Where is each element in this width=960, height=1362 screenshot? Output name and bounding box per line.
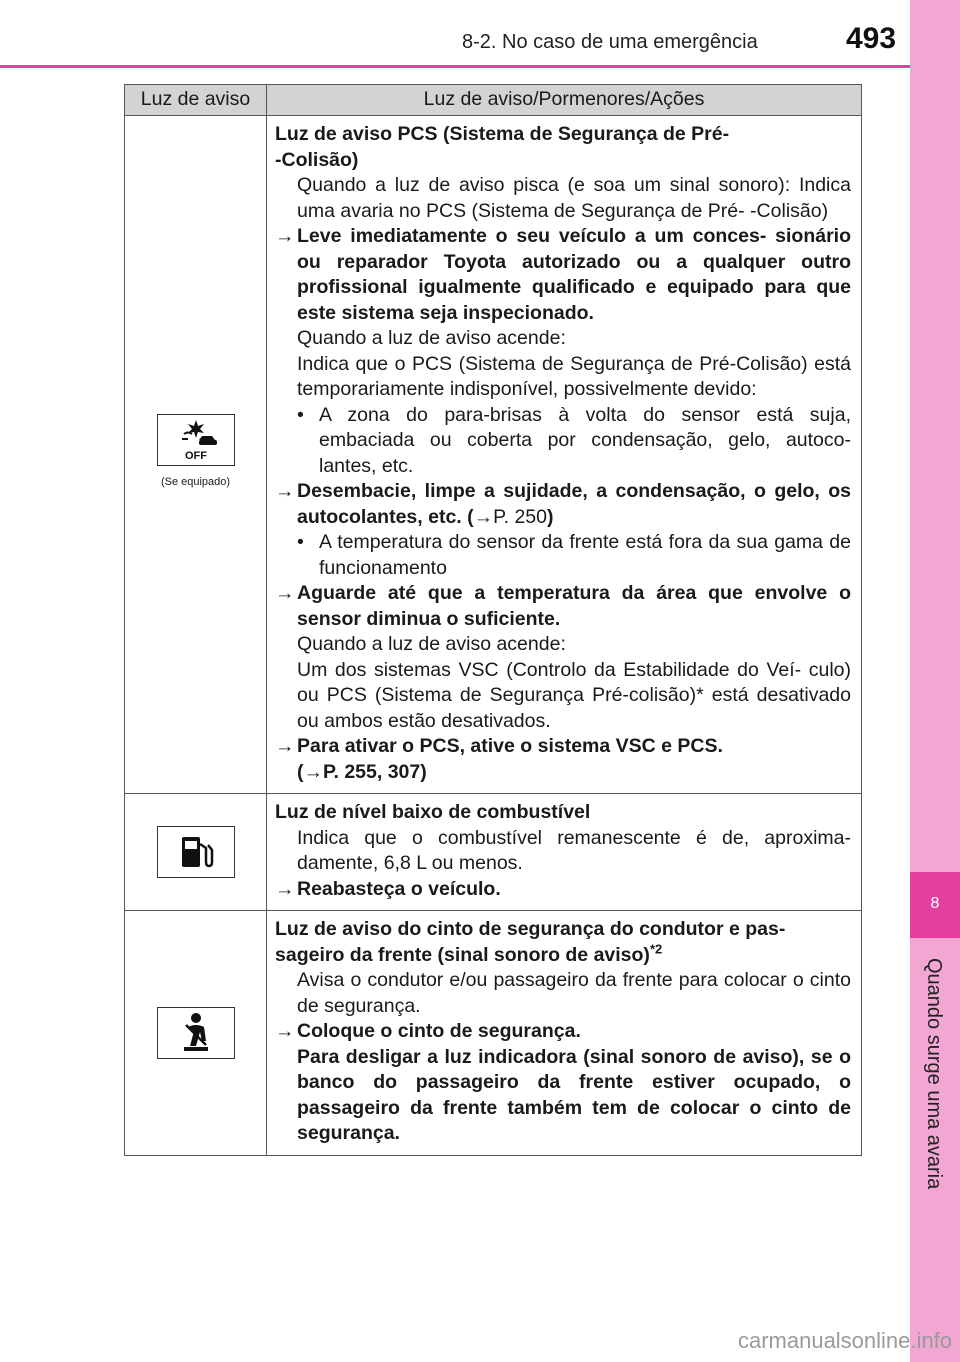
pcs-blink-desc: Quando a luz de aviso pisca (e soa um sinal sonoro): Indica uma avaria no PCS (Sistema de Segurança de Pré- -Colisão) [297, 174, 851, 222]
arrow-icon: → [275, 225, 295, 247]
page-ref-link[interactable]: P. 250 [493, 505, 547, 528]
arrow-icon: → [473, 505, 494, 528]
bullet-icon: • [297, 531, 304, 553]
fuel-title: Luz de nível baixo de combustível [275, 801, 591, 823]
arrow-icon: → [275, 735, 295, 757]
pcs-icon-off-label: OFF [184, 449, 207, 462]
pcs-lit-2-desc: Um dos sistemas VSC (Controlo da Estabilidade do Veí- culo) ou PCS (Sistema de Segurança Pré-colisão)* está desativado ou ambos estão desativados. [297, 658, 851, 732]
warning-light-table [124, 84, 862, 1156]
fuel-action: → Reabasteça o veículo. [275, 877, 851, 903]
seatbelt-icon-cell [125, 911, 267, 1156]
pcs-action-1: → Leve imediatamente o seu veículo a um conces- sionário ou reparador Toyota autorizado ou a qualquer outro profissional igualmente qualificado e equipado para que este sistema seja inspecionado. [275, 224, 851, 326]
pcs-details [267, 116, 862, 794]
pcs-warning-icon [157, 414, 235, 466]
section-title: 8-2. No caso de uma emergência [462, 31, 758, 53]
pcs-lit-2: Quando a luz de aviso acende: [297, 633, 566, 655]
pcs-bullet-1: • A zona do para-brisas à volta do sensor está suja, embaciada ou coberta por condensação, gelo, autoco- lantes, etc. [275, 403, 851, 480]
seatbelt-icon [157, 1007, 235, 1059]
table-row [125, 794, 862, 911]
watermark: carmanualsonline.info [737, 1328, 952, 1353]
column-header-light: Luz de aviso [125, 85, 267, 116]
seatbelt-title: Luz de aviso do cinto de segurança do condutor e pas- sageiro da frente (sinal sonoro de aviso)$^{*2}$ [275, 918, 786, 966]
arrow-icon: → [275, 1020, 295, 1042]
page-number: 493 [846, 22, 897, 55]
table-header-row [125, 85, 862, 116]
pcs-icon-cell [125, 116, 267, 794]
chapter-title: Quando surge uma avaria [923, 958, 945, 1190]
bullet-icon: • [297, 403, 304, 426]
pcs-action-3: → Aguarde até que a temperatura da área que envolve o sensor diminua o suficiente. [275, 581, 851, 632]
fuel-details [267, 794, 862, 911]
pcs-bullet-2: • A temperatura do sensor da frente está fora da sua gama de funcionamento [275, 530, 851, 581]
seatbelt-action: → Coloque o cinto de segurança. Para desligar a luz indicadora (sinal sonoro de aviso), se o banco do passageiro da frente estiver ocupado, o passageiro da frente também tem de colocar o cinto de segurança. [275, 1019, 851, 1147]
fuel-desc: Indica que o combustível remanescente é de, aproxima- damente, 6,8 L ou menos. [297, 826, 851, 874]
arrow-icon: → [275, 877, 295, 900]
pcs-action-4: → Para ativar o PCS, ative o sistema VSC e PCS. (→P. 255, 307) [275, 734, 851, 785]
seatbelt-action-detail: Para desligar a luz indicadora (sinal sonoro de aviso), se o banco do passageiro da frente estiver ocupado, o passageiro da frente também tem de colocar o cinto de segurança. [297, 1045, 851, 1144]
header-divider [0, 65, 910, 68]
arrow-icon: → [275, 480, 295, 502]
arrow-icon: → [275, 582, 295, 604]
fuel-icon-cell [125, 794, 267, 911]
column-header-details: Luz de aviso/Pormenores/Ações [267, 85, 862, 116]
seatbelt-details [267, 911, 862, 1156]
pcs-title-line-1: Luz de aviso PCS (Sistema de Segurança de Pré- [275, 123, 730, 145]
fuel-pump-icon [157, 826, 235, 878]
pcs-title-line-2: -Colisão) [275, 148, 359, 171]
pcs-lit-1: Quando a luz de aviso acende: [297, 327, 566, 349]
equipped-note: (Se equipado) [160, 475, 231, 488]
pcs-action-2: → Desembacie, limpe a sujidade, a condensação, o gelo, os autocolantes, etc. (→P. 250) [275, 479, 851, 530]
table-row [125, 911, 862, 1156]
footnote-marker: *2 [649, 941, 663, 956]
seatbelt-desc: Avisa o condutor e/ou passageiro da frente para colocar o cinto de segurança. [297, 969, 851, 1017]
pcs-lit-1-desc: Indica que o PCS (Sistema de Segurança de Pré-Colisão) está temporariamente indisponível, possivelmente devido: [297, 352, 851, 400]
table-row [125, 116, 862, 794]
page-ref-link[interactable]: (→P. 255, 307) [297, 760, 427, 783]
chapter-number: 8 [930, 895, 940, 912]
